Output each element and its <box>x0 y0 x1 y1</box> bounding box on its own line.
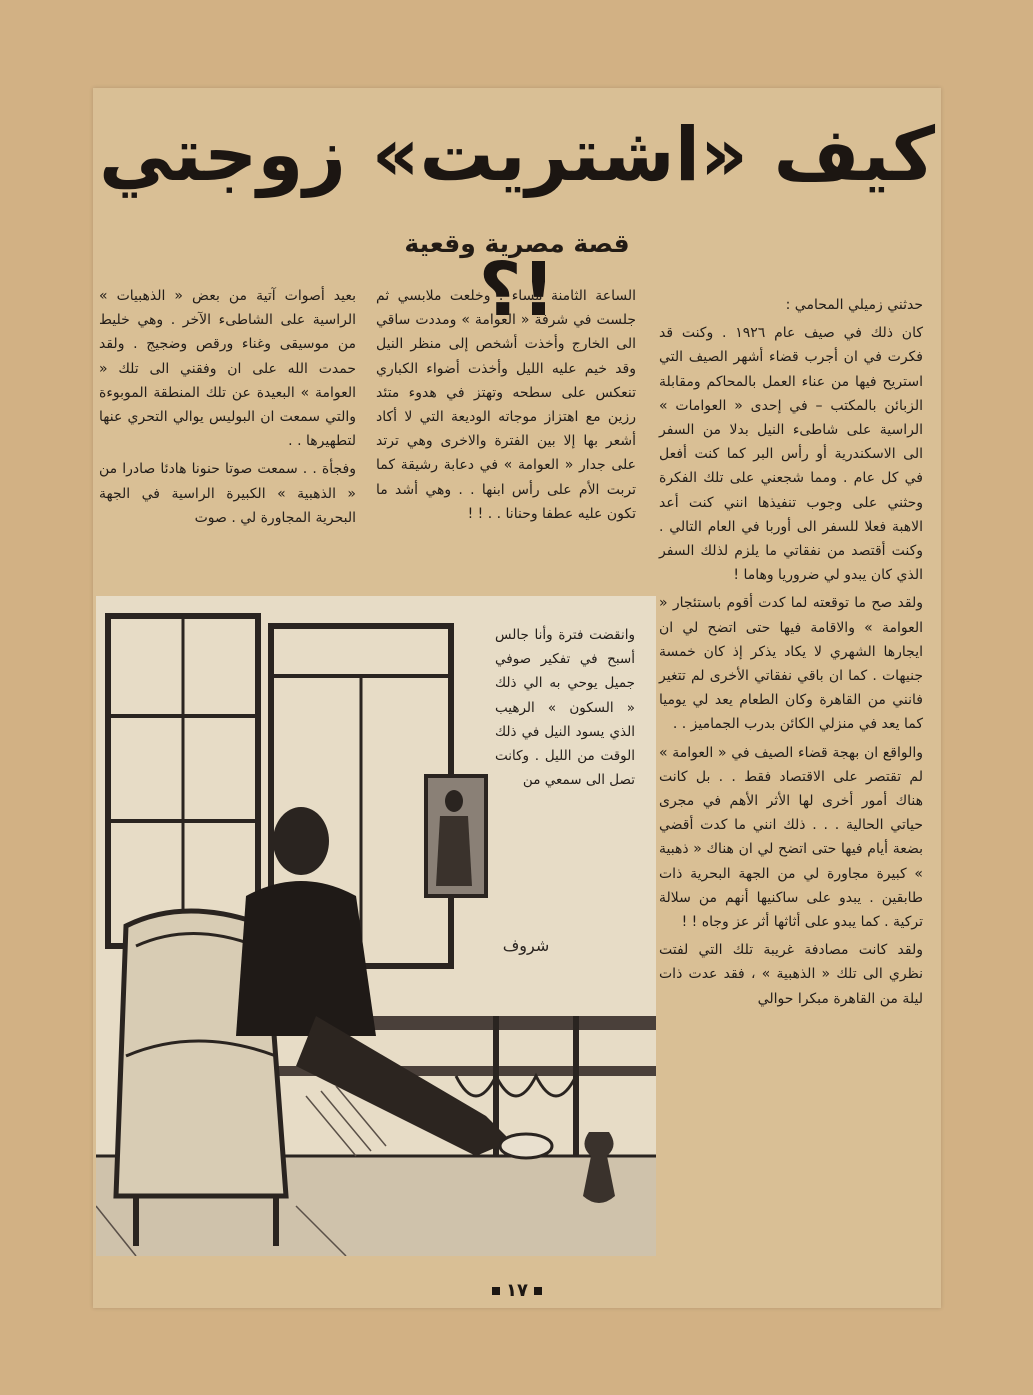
magazine-page <box>93 88 941 1308</box>
text-column-middle <box>376 284 636 604</box>
paragraph: والواقع ان بهجة قضاء الصيف في « العوامة » لم تقتصر على الاقتصاد فقط . . بل كانت هناك أمور أخرى لها الأثر الأهم في مجرى حياتي الحالية . . . ذلك انني ما كدت أقضي بضعة أيام فيها حتى اتضح لي ان هناك « ذهبية » كبيرة مجاورة لي من الجهة البحرية ذات طابقين . يبدو على ساكنيها أنهم من سلالة تركية . كما يبدو على أثاثها أثر عز وجاه ! ! <box>659 744 923 931</box>
artist-signature: شروف <box>502 936 550 955</box>
paragraph: بعيد أصوات آتية من بعض « الذهبيات » الراسية على الشاطىء الآخر . وهي خليط من موسيقى وغناء ورقص وضجيج . ولقد حمدت الله على ان وفقني الى تلك « العوامة » البعيدة عن تلك المنطقة الموبوءة والتي سمعت ان البوليس يوالي التحري عنها لتطهيرها . . <box>99 288 356 450</box>
text-column-right <box>659 293 923 1293</box>
paragraph: وانقضت فترة وأنا جالس أسبح في تفكير صوفي جميل يوحي به الي ذلك « السكون » الرهيب الذي يسود النيل في ذلك الوقت من الليل . وكانت تصل الى سمعي من <box>495 627 635 789</box>
page-subtitle: قصة مصرية وقعية <box>404 229 630 258</box>
text-column-left <box>99 284 356 604</box>
man-head <box>273 807 329 875</box>
text-column-middle-inset <box>495 623 635 873</box>
paragraph: كان ذلك في صيف عام ١٩٢٦ . وكنت قد فكرت في ان أجرب قضاء أشهر الصيف التي استريح فيها من عناء العمل بالمحاكم ومقابلة الزبائن بالمكتب – في إحدى « العوامات » الراسية على شاطىء النيل بدلا من السفر الى الاسكندرية أو رأس البر كما كنت أفعل في كل عام . ومما شجعني على تلك الفكرة وحثني على وجوب تنفيذها انني كنت أعد الاهبة فعلا للسفر الى أوربا في العام التالي . وكنت أقتصد من نفقاتي ما يلزم لذلك السفر الذي كان يبدو لي ضروريا وهاما ! <box>659 325 924 584</box>
paragraph: وفجأة . . سمعت صوتا حنونا هادئا صادرا من « الذهبية » الكبيرة الراسية في الجهة البحرية المجاورة لي . صوت <box>99 461 356 526</box>
man-shoe <box>500 1134 552 1158</box>
paragraph: ولقد صح ما توقعته لما كدت أقوم باستئجار « العوامة » والاقامة فيها حتى اتضح لي ان ايجارها الشهري لا يكاد يذكر إذ كان خمسة جنيهات . كما ان باقي نفقاتي الأخرى لم تتغير فانني من القاهرة وكان الطعام يعد لي يوميا كما يعد في منزلي الكائن بدرب الجماميز . . <box>659 595 923 733</box>
paragraph: ولقد كانت مصادفة غريبة تلك التي لفتت نظري الى تلك « الذهبية » ، فقد عدت ذات ليلة من القاهرة مبكرا حوالي <box>659 942 923 1007</box>
paragraph: الساعة الثامنة مساء . وخلعت ملابسي ثم جلست في شرفة « العوامة » ومددت ساقي الى الخارج وأخذت أشخص إلى منظر النيل وقد خيم عليه الليل وأخذت أضواء الكباري تنعكس على سطحه وتهتز في هدوء متئد رزين مع اهتزاز موجاته الوديعة التي لا أكاد أشعر بها إلا بين الفترة والاخرى وهي ترتد على جدار « العوامة » في دعابة رشيقة كما تربت الأم على رأس ابنها . . وهي أشد ما تكون عليه عطفا وحنانا . . ! ! <box>376 288 636 522</box>
paragraph: حدثني زميلي المحامي : <box>785 297 923 313</box>
page-title: كيف «اشتريت» زوجتي !؟ <box>98 112 935 333</box>
man-body <box>236 881 376 1036</box>
page-number: ١٧ <box>93 1276 941 1306</box>
square-ornament-icon <box>492 1287 500 1295</box>
square-ornament-icon <box>534 1287 542 1295</box>
